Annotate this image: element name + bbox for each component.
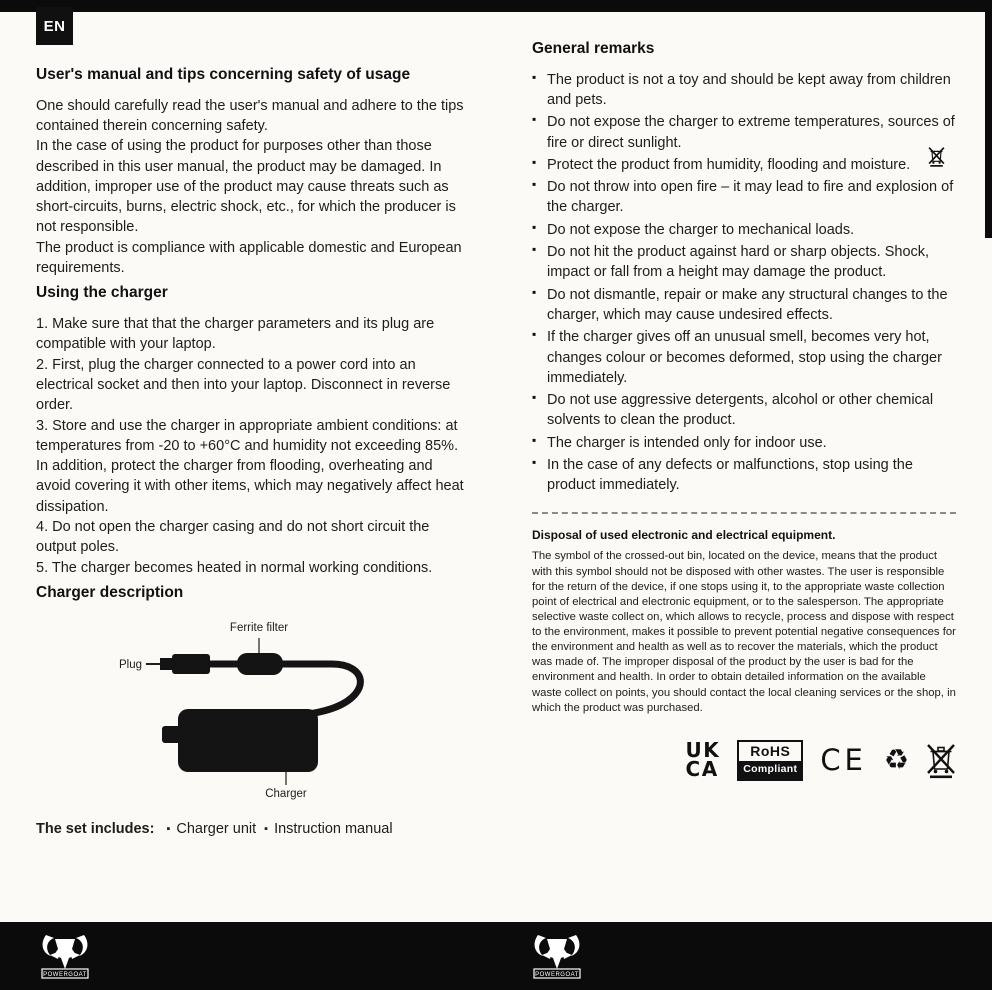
- rohs-mark: [737, 740, 803, 781]
- remark-item: ▪ If the charger gives off an unusual smell, becomes very hot, changes colour or becomes deformed, stop using the charger immediately.: [532, 327, 956, 388]
- remark-item: ▪ The charger is intended only for indoor use.: [532, 433, 956, 453]
- set-includes-line: [36, 819, 470, 839]
- remark-item: ▪ Do not hit the product against hard or sharp objects. Shock, impact or fall from a height may damage the product.: [532, 242, 956, 283]
- powergoat-logo: [38, 931, 92, 981]
- plug-label: Plug: [118, 658, 142, 671]
- remark-item: ▪ Do not expose the charger to extreme temperatures, sources of fire or direct sunlight.: [532, 112, 956, 153]
- ce-mark: CE: [820, 743, 867, 778]
- remark-item: ▪ Do not dismantle, repair or make any structural changes to the charger, which may cause undesired effects.: [532, 285, 956, 326]
- weee-crossed-bin-icon: [926, 742, 956, 779]
- top-edge-bar: [0, 0, 992, 12]
- remark-item: ▪ In the case of any defects or malfunctions, stop using the product immediately.: [532, 455, 956, 496]
- remark-item: ▪ The product is not a toy and should be kept away from children and pets.: [532, 70, 956, 111]
- disposal-heading: Disposal of used electronic and electrical equipment.: [532, 527, 836, 542]
- rohs-mark-label: RoHS: [750, 742, 791, 759]
- dashed-divider: [532, 512, 956, 514]
- using-steps: [36, 314, 470, 578]
- remark-item: ▪ Protect the product from humidity, flooding and moisture.: [532, 155, 956, 175]
- remark-item: ▪ Do not expose the charger to mechanical loads.: [532, 220, 956, 240]
- safety-paragraph: The product is compliance with applicable domestic and European requirements.: [36, 239, 462, 277]
- using-step: 4. Do not open the charger casing and do not short circuit the output poles.: [36, 519, 430, 556]
- conformity-marks: [532, 740, 956, 781]
- ukca-mark: [685, 738, 721, 782]
- powergoat-wordmark: POWERGOAT: [535, 972, 579, 978]
- language-badge: EN: [36, 7, 73, 45]
- ferrite-filter-label: Ferrite filter: [229, 621, 289, 634]
- safety-heading: User's manual and tips concerning safety of usage: [36, 66, 411, 83]
- charger-diagram: [36, 614, 470, 809]
- using-step: 5. The charger becomes heated in normal working conditions.: [36, 559, 433, 576]
- using-step: 3. Store and use the charger in appropriate ambient conditions: at temperatures from -20 to +60°C and humidity not exceeding 85%. In addition, protect the charger from flooding, overheating and avoid covering it with other items, which may negatively affect heat dissipation.: [36, 417, 464, 515]
- ukca-mark-top: UK: [685, 738, 721, 763]
- remark-item: ▪ Do not throw into open fire – it may lead to fire and explosion of the charger.: [532, 177, 956, 218]
- disposal-body: The symbol of the crossed-out bin, located on the device, means that the product with this symbol should not be disposed with other wastes. The user is responsible for the return of the device, if one stops using it, to the appropriate waste collection point of electrical and electronic equipment, or to the salesperson. The appropriate selective waste collect on, which allows to recycle, process and dispose with respect to the environment, makes it possible to prevent potential negative consequences for the environment and health as well as to recover the materials, which the product was made of. The improper disposal of the product by the user is bad for the environment and health. In order to obtain detailed information on the available waste collect on points, you should contact the local cleaning services or the shop, in which the product was purchased.: [532, 550, 956, 714]
- right-column: [532, 38, 956, 781]
- description-heading: Charger description: [36, 583, 184, 601]
- weee-crossed-bin-icon-small: [928, 146, 945, 167]
- right-edge-bar: [985, 0, 992, 238]
- using-step: 1. Make sure that that the charger parameters and its plug are compatible with your laptop.: [36, 316, 435, 353]
- set-includes-item: ▪ Charger unit: [158, 821, 256, 837]
- powergoat-logo: [530, 931, 584, 981]
- rohs-mark-compliant: Compliant: [739, 761, 801, 779]
- ukca-mark-bottom: CA: [685, 757, 719, 782]
- set-includes-label: The set includes:: [36, 820, 155, 837]
- charger-label: Charger: [265, 787, 307, 800]
- general-remarks-heading: General remarks: [532, 40, 655, 57]
- charger-diagram-drawing: [36, 614, 470, 809]
- powergoat-wordmark: POWERGOAT: [43, 972, 87, 978]
- recycle-icon: ♻: [883, 744, 909, 776]
- general-remarks-list: [532, 70, 956, 496]
- safety-paragraph: One should carefully read the user's manual and adhere to the tips contained therein concerning safety.: [36, 97, 464, 134]
- safety-paragraph: In the case of using the product for purposes other than those described in this user manual, the product may be damaged. In addition, improper use of the product may cause threats such as short-circuits, burns, electric shock, etc., for which the producer is not responsible.: [36, 138, 456, 236]
- safety-paragraphs: [36, 96, 470, 279]
- left-column: [36, 64, 470, 839]
- footer-bar: [0, 922, 992, 990]
- remark-item: ▪ Do not use aggressive detergents, alcohol or other chemical solvents to clean the product.: [532, 390, 956, 431]
- set-includes-item: ▪ Instruction manual: [256, 821, 392, 837]
- using-heading: Using the charger: [36, 284, 168, 302]
- using-step: 2. First, plug the charger connected to a power cord into an electrical socket and then into your laptop. Disconnect in reverse order.: [36, 356, 451, 414]
